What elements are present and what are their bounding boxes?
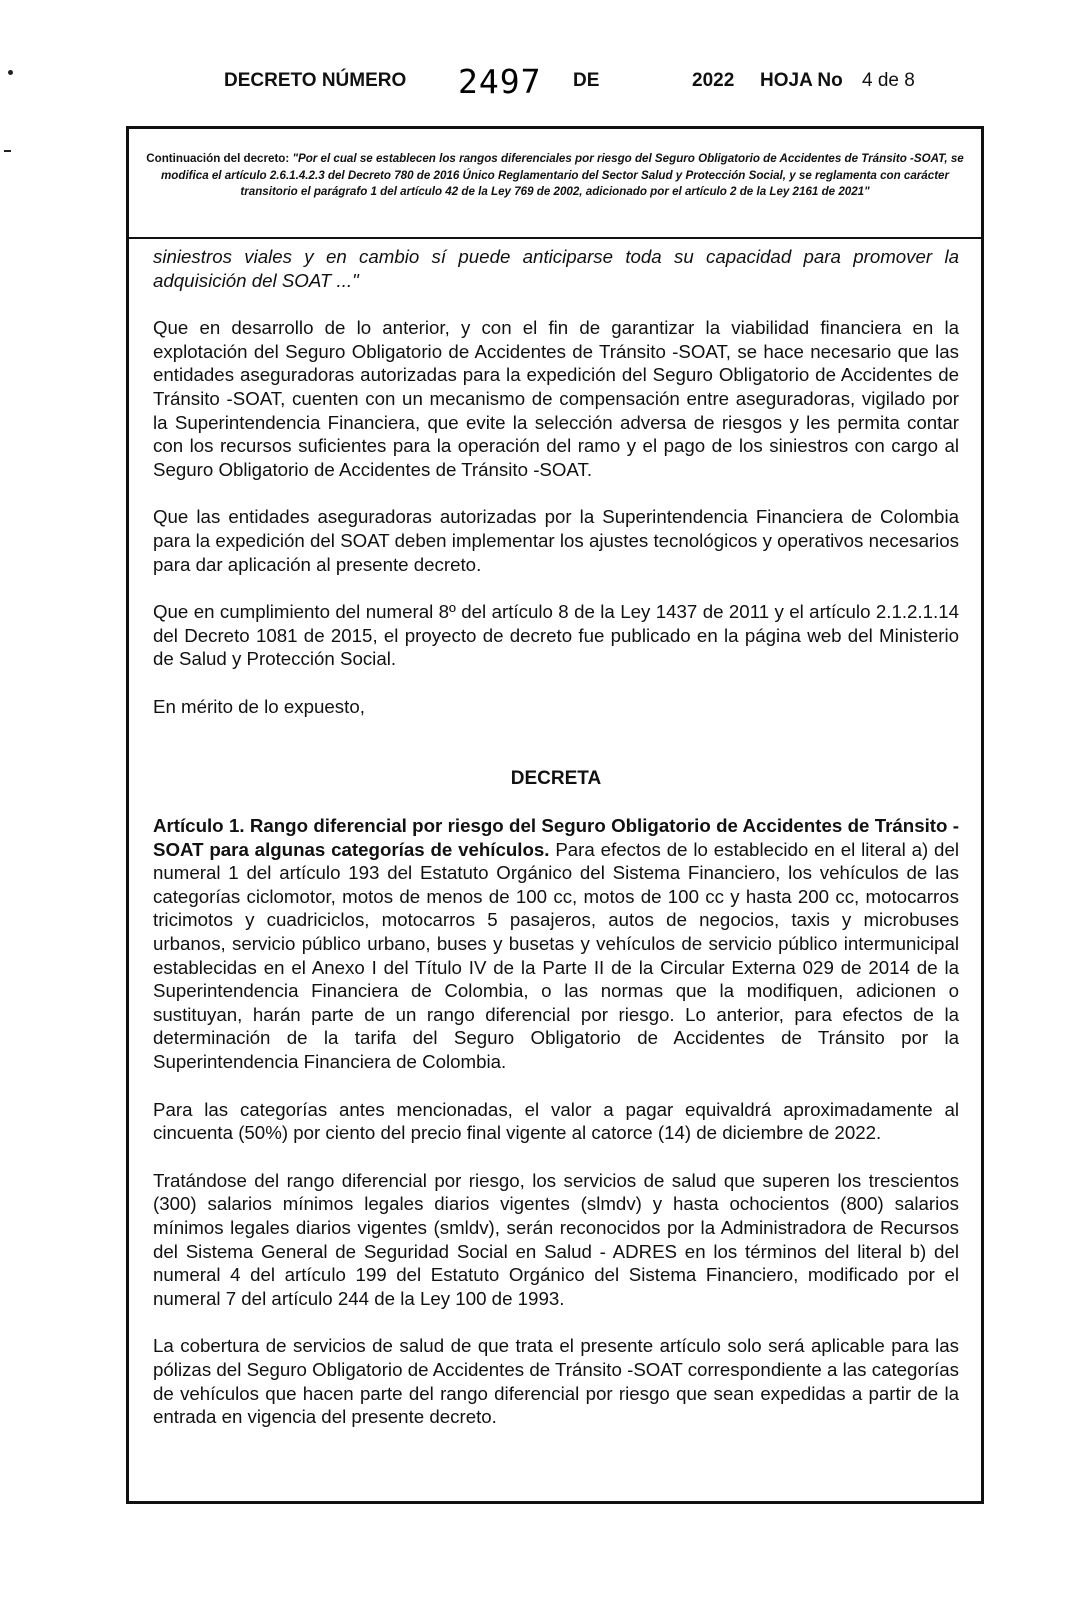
document-body bbox=[153, 245, 959, 1429]
caption-quote: "Por el cual se establecen los rangos diferenciales por riesgo del Seguro Obligatorio de Accidentes de Tránsito -SOAT, se modifica el artículo 2.6.1.4.2.3 del Decreto 780 de 2016 Único Reglamentario del Sector Salud y Protección Social, y se reglamenta con carácter transitorio el parágrafo 1 del artículo 42 de la Ley 769 de 2002, adicionado por el artículo 2 de la Ley 2161 de 2021" bbox=[160, 152, 964, 198]
decree-de-label: DE bbox=[573, 70, 600, 91]
document-frame bbox=[126, 126, 984, 1504]
continuation-caption bbox=[129, 129, 981, 239]
paragraph-publication: Que en cumplimiento del numeral 8º del artículo 8 de la Ley 1437 de 2011 y el artículo 2.1.2.1.14 del Decreto 1081 de 2015, el proyecto de decreto fue publicado en la página web del Ministerio de Salud y Protección Social. bbox=[153, 601, 959, 670]
scan-dash-mark bbox=[4, 150, 11, 152]
page-indicator: 4 de 8 bbox=[862, 70, 915, 91]
article-1-text: Para efectos de lo establecido en el literal a) del numeral 1 del artículo 193 del Estatuto Orgánico del Sistema Financiero, los vehículos de las categorías ciclomotor, motos de menos de 100 cc, motos de 100 cc y hasta 200 cc, motocarros tricimotos y cuadriciclos, motocarros 5 pasajeros, autos de negocios, taxis y microbuses urbanos, servicio público urbano, buses y busetas y vehículos de servicio público intermunicipal establecidas en el Anexo I del Título IV de la Parte II de la Circular Externa 029 de 2014 de la Superintendencia Financiera de Colombia, o las normas que la modifiquen, adicionen o sustituyan, harán parte de un rango diferencial por riesgo. Lo anterior, para efectos de la determinación de la tarifa del Seguro Obligatorio de Accidentes de Tránsito por la Superintendencia Financiera de Colombia. bbox=[153, 838, 959, 1073]
paragraph-merit: En mérito de lo expuesto, bbox=[153, 695, 365, 717]
paragraph-coverage: La cobertura de servicios de salud de que trata el presente artículo solo será aplicable para las pólizas del Seguro Obligatorio de Accidentes de Tránsito -SOAT correspondiente a las categorías de vehículos que hacen parte del rango diferencial por riesgo que sean expedidas a partir de la entrada en vigencia del presente decreto. bbox=[153, 1335, 959, 1428]
paragraph-financial-viability: Que en desarrollo de lo anterior, y con el fin de garantizar la viabilidad financiera en la explotación del Seguro Obligatorio de Accidentes de Tránsito -SOAT, se hace necesario que las entidades aseguradoras autorizadas para la expedición del Seguro Obligatorio de Accidentes de Tránsito -SOAT, cuenten con un mecanismo de compensación entre aseguradoras, vigilado por la Superintendencia Financiera, que evite la selección adversa de riesgos y les permita contar con los recursos suficientes para la operación del ramo y el pago de los siniestros con cargo al Seguro Obligatorio de Accidentes de Tránsito -SOAT. bbox=[153, 317, 959, 480]
decree-label: DECRETO NÚMERO bbox=[224, 70, 407, 91]
sheet-label: HOJA No bbox=[760, 70, 843, 91]
decreta-heading: DECRETA bbox=[510, 767, 602, 789]
paragraph-insurers: Que las entidades aseguradoras autorizadas por la Superintendencia Financiera de Colombia para la expedición del SOAT deben implementar los ajustes tecnológicos y operativos necesarios para dar aplicación al presente decreto. bbox=[153, 506, 959, 575]
document-header bbox=[0, 64, 1080, 104]
paragraph-health-services: Tratándose del rango diferencial por riesgo, los servicios de salud que superen los trescientos (300) salarios mínimos legales diarios vigentes (slmdv) y hasta ochocientos (800) salarios mínimos legales diarios vigentes (smldv), serán reconocidos por la Administradora de Recursos del Sistema General de Seguridad Social en Salud - ADRES en los términos del literal b) del numeral 4 del artículo 199 del Estatuto Orgánico del Sistema Financiero, modificado por el numeral 7 del artículo 244 de la Ley 100 de 1993. bbox=[153, 1169, 959, 1309]
paragraph-categories-price: Para las categorías antes mencionadas, el valor a pagar equivaldrá aproximadamente al cincuenta (50%) por ciento del precio final vigente al catorce (14) de diciembre de 2022. bbox=[153, 1098, 959, 1144]
decree-number: 2497 bbox=[458, 62, 542, 101]
quoted-paragraph: siniestros viales y en cambio sí puede anticiparse toda su capacidad para promover la adquisición del SOAT ..." bbox=[153, 246, 959, 291]
caption-lead: Continuación del decreto: bbox=[146, 152, 293, 165]
article-1 bbox=[153, 814, 959, 1074]
decree-year: 2022 bbox=[692, 70, 735, 91]
article-1-title: Artículo 1. Rango diferencial por riesgo del Seguro Obligatorio de Accidentes de Tránsito -SOAT para algunas categorías de vehículos. bbox=[153, 815, 959, 860]
